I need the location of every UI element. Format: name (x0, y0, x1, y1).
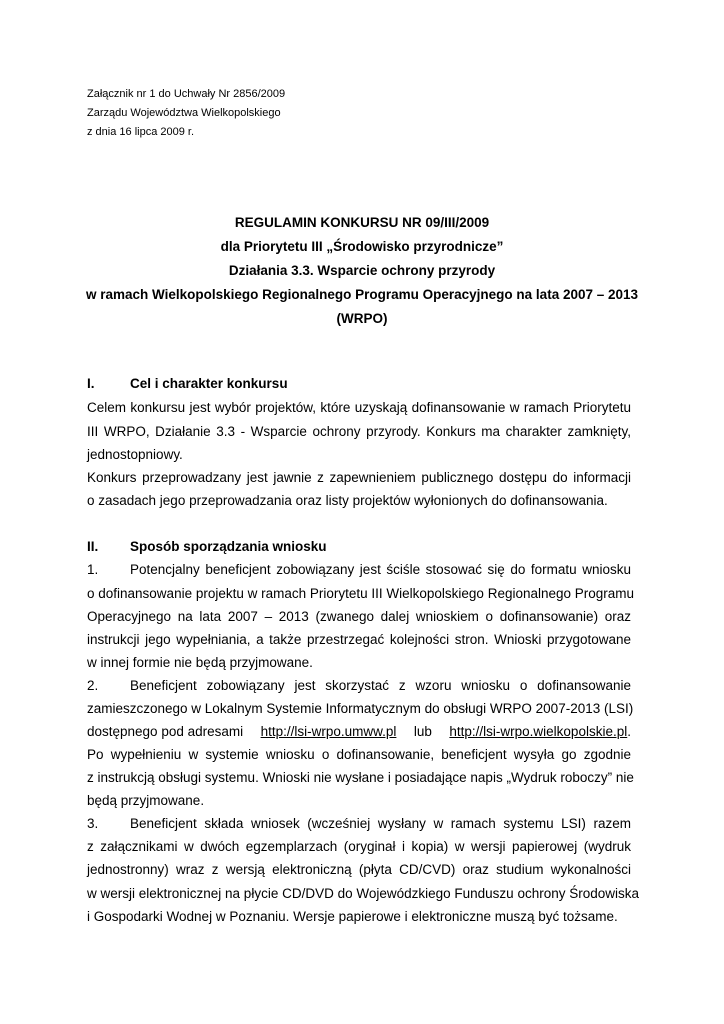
item-3-number: 3. (87, 816, 99, 831)
item-2-line-5: z instrukcją obsługi systemu. Wnioski nie wysłane i posiadające napis „Wydruk roboczy” nie (87, 770, 634, 785)
title-line-3: Działania 3.3. Wsparcie ochrony przyrody (228, 263, 496, 278)
section-1-line-1: Celem konkursu jest wybór projektów, które uzyskają dofinansowanie w ramach Priorytetu (87, 400, 631, 415)
section-2-title: Sposób sporządzania wniosku (130, 539, 327, 554)
item-2-address-label: dostępnego pod adresami (87, 724, 244, 739)
item-2-line-6: będą przyjmowane. (87, 793, 205, 808)
item-2-line-3 (87, 722, 631, 742)
item-3-line-2: z załącznikami w dwóch egzemplarzach (oryginał i kopia) w wersji papierowej (wydruk (87, 839, 631, 854)
section-2-heading (87, 537, 327, 557)
item-2-line-2: zamieszczonego w Lokalnym Systemie Informatycznym do obsługi WRPO 2007-2013 (LSI) (87, 701, 634, 716)
item-1-first-line (87, 560, 631, 580)
title-line-2: dla Priorytetu III „Środowisko przyrodnicze” (220, 239, 504, 254)
header-line-2: Zarządu Województwa Wielkopolskiego (87, 107, 281, 119)
title-line-1: REGULAMIN KONKURSU NR 09/III/2009 (234, 215, 490, 230)
section-1-line-3: jednostopniowy. (87, 447, 183, 462)
item-1-number: 1. (87, 562, 99, 577)
item-3-first-text: Beneficjent składa wniosek (wcześniej wysłany w ramach systemu LSI) razem (130, 816, 631, 831)
title-line-5: (WRPO) (336, 311, 388, 326)
section-1-line-2: III WRPO, Działanie 3.3 - Wsparcie ochrony przyrody. Konkurs ma charakter zamknięty, (87, 424, 631, 439)
section-1-number: I. (87, 376, 95, 391)
section-1-line-4: Konkurs przeprowadzany jest jawnie z zapewnieniem publicznego dostępu do informacji (87, 470, 631, 485)
header-line-1: Załącznik nr 1 do Uchwały Nr 2856/2009 (87, 88, 286, 100)
section-1-line-5: o zasadach jego przeprowadzania oraz listy projektów wyłonionych do dofinansowania. (87, 493, 608, 508)
item-2-number: 2. (87, 678, 99, 693)
item-3-line-5: i Gospodarki Wodnej w Poznaniu. Wersje papierowe i elektroniczne muszą być tożsame. (87, 909, 618, 924)
title-line-4: w ramach Wielkopolskiego Regionalnego Programu Operacyjnego na lata 2007 – 2013 (85, 287, 639, 302)
item-3-line-4: w wersji elektronicznej na płycie CD/DVD do Wojewódzkiego Funduszu ochrony Środowiska (87, 886, 639, 901)
item-1-line-4: instrukcji jego wypełniania, a także przestrzegać kolejności stron. Wnioski przygotowane (87, 632, 631, 647)
section-1-heading (87, 374, 288, 394)
header-line-3: z dnia 16 lipca 2009 r. (87, 126, 195, 138)
item-1-line-5: w innej formie nie będą przyjmowane. (87, 655, 313, 670)
lsi-link-umww[interactable]: http://lsi-wrpo.umww.pl (260, 724, 397, 739)
section-2-number: II. (87, 539, 99, 554)
item-2-first-text: Beneficjent zobowiązany jest skorzystać z wzoru wniosku o dofinansowanie (130, 678, 631, 693)
item-2-or-text: lub (413, 724, 432, 739)
item-3-first-line (87, 814, 631, 834)
item-1-line-3: Operacyjnego na lata 2007 – 2013 (zwanego dalej wnioskiem o dofinansowanie) oraz (87, 609, 631, 624)
item-1-first-text: Potencjalny beneficjent zobowiązany jest ściśle stosować się do formatu wniosku (130, 562, 631, 577)
item-2-period: . (627, 724, 631, 739)
item-2-line-4: Po wypełnieniu w systemie wniosku o dofinansowanie, beneficjent wysyła go zgodnie (87, 747, 631, 762)
lsi-link-wielkopolskie[interactable]: http://lsi-wrpo.wielkopolskie.pl (449, 724, 628, 739)
item-2-first-line (87, 676, 631, 696)
item-1-line-2: o dofinansowanie projektu w ramach Priorytetu III Wielkopolskiego Regionalnego Programu (87, 586, 635, 601)
section-1-title: Cel i charakter konkursu (130, 376, 288, 391)
item-3-line-3: jednostronny) wraz z wersją elektroniczną (płyta CD/CVD) oraz studium wykonalności (87, 862, 631, 877)
